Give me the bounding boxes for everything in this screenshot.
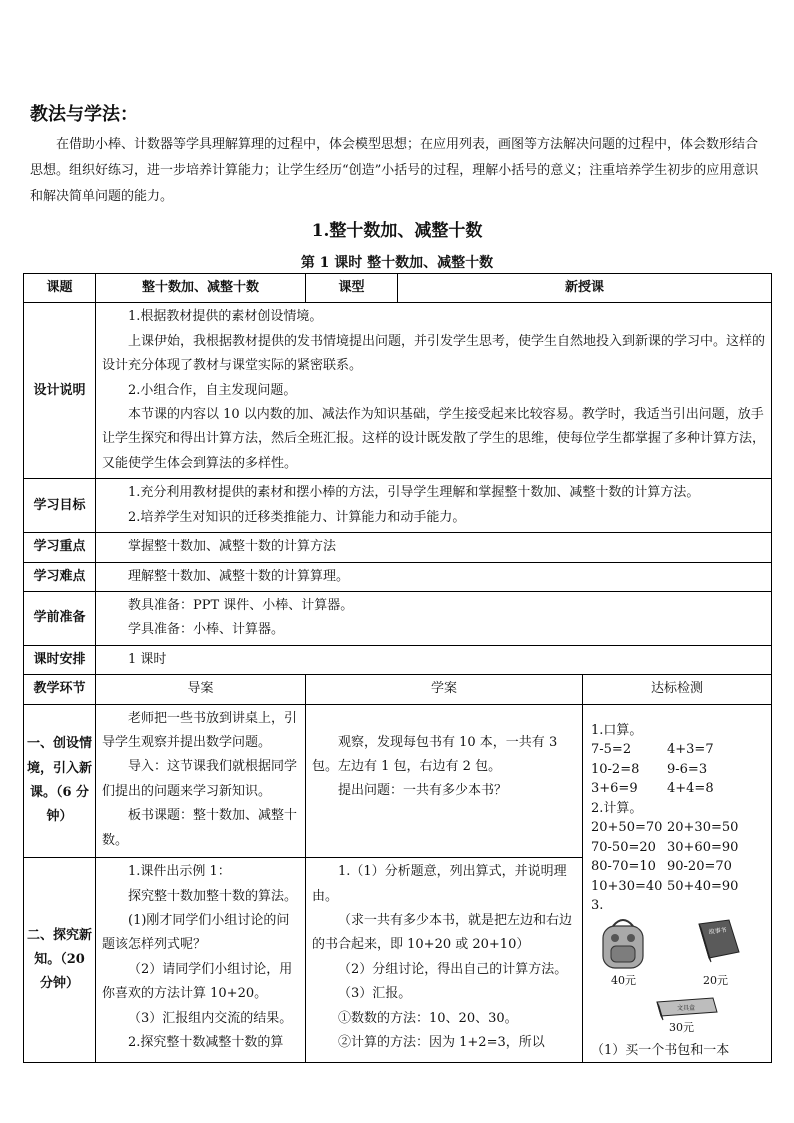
stage2-guide [96, 858, 306, 1063]
stage1-guide-p2: 导入：这节课我们就根据同学们提出的问题来学习新知识。 [102, 759, 298, 799]
storybook-icon [699, 920, 739, 962]
goal-p2: 2.培养学生对知识的迁移类推能力、计算能力和动手能力。 [128, 509, 466, 525]
stage2-guide-p6: 2.探究整十数减整十数的算 [128, 1035, 284, 1051]
stage2-guide-p3: (1)刚才同学们小组讨论的问题该怎样列式呢？ [102, 913, 290, 953]
calc-item: 70-50=20 [591, 839, 656, 855]
calc-item: 4+3=7 [667, 742, 714, 758]
prep-label: 学前准备 [24, 592, 96, 646]
stage2-study-p6: ②计算的方法：因为 1+2=3，所以 [338, 1035, 545, 1051]
calc-item: 4+4=8 [667, 781, 714, 797]
head-guide: 导案 [96, 675, 306, 704]
calc-item: 90-20=70 [667, 859, 732, 875]
calc-item: 9-6=3 [667, 761, 708, 777]
prep-p1: 教具准备：PPT 课件、小棒、计算器。 [128, 598, 354, 614]
calc-item: 80-70=10 [591, 859, 656, 875]
cell-type-label: 课型 [306, 274, 398, 303]
stage2-label: 二、探究新知。（20 分钟） [24, 858, 96, 1063]
goal-p1: 1.充分利用教材提供的素材和摆小棒的方法，引导学生理解和掌握整十数加、减整十数的计算方法。 [128, 485, 700, 501]
key-content [96, 533, 772, 562]
calc-item: 50+40=90 [667, 878, 739, 894]
head-check: 达标检测 [583, 675, 772, 704]
difficulty-text: 理解整十数加、减整十数的计算算理。 [128, 568, 350, 584]
goal-label: 学习目标 [24, 479, 96, 533]
section-heading: 教法与学法： [30, 104, 138, 125]
check-cell [583, 704, 772, 1063]
design-label: 设计说明 [24, 303, 96, 479]
prep-content [96, 592, 772, 646]
stage1-study-p2: 提出问题：一共有多少本书？ [338, 783, 508, 799]
schedule-content [96, 645, 772, 674]
stage1-guide-p1: 老师把一些书放到讲桌上，引导学生观察并提出数学问题。 [102, 710, 298, 751]
calc-item: 10-2=8 [591, 761, 640, 777]
calc-item: 20+50=70 [591, 820, 663, 836]
key-text: 掌握整十数加、减整十数的计算方法 [128, 539, 337, 555]
calc-item: 20+30=50 [667, 820, 739, 836]
calc-item: 10+30=40 [591, 878, 663, 894]
design-p3: 2.小组合作，自主发现问题。 [128, 382, 297, 398]
design-content [96, 303, 772, 479]
cell-topic-value: 整十数加、减整十数 [96, 274, 306, 303]
check-title-3: 3. [591, 898, 604, 914]
stage2-study [306, 858, 583, 1063]
backpack-icon [603, 920, 643, 968]
cell-type-value: 新授课 [398, 274, 772, 303]
lesson-subtitle: 第 1 课时 整十数加、减整十数 [300, 255, 494, 271]
check-title-1: 1.口算。 [591, 722, 643, 738]
stage1-guide-p3: 板书课题：整十数加、减整十数。 [102, 808, 298, 848]
bag-price: 40元 [611, 973, 636, 987]
stage1-study [306, 704, 583, 858]
calc-item: 3+6=9 [591, 781, 638, 797]
design-p2: 上课伊始，我根据教材提供的发书情境提出问题，并引发学生思考，使学生自然地投入到新课的学习中。这样的设计充分体现了教材与课堂实际的紧密联系。 [102, 333, 766, 374]
head-stage: 教学环节 [24, 675, 96, 704]
cell-topic-label: 课题 [24, 274, 96, 303]
prep-p2: 学具准备：小棒、计算器。 [128, 622, 285, 638]
stage2-study-p1: 1.（1）分析题意，列出算式，并说明理由。 [312, 864, 567, 904]
stage2-study-p2: （求一共有多少本书，就是把左边和右边的书合起来，即 10+20 或 20+10） [312, 913, 573, 953]
difficulty-label: 学习难点 [24, 562, 96, 591]
stage2-guide-p1: 1.课件出示例 1： [128, 864, 231, 880]
pencil-case-icon [657, 998, 717, 1020]
stage2-study-p3: （2）分组讨论，得出自己的计算方法。 [338, 961, 568, 977]
difficulty-content [96, 562, 772, 591]
goal-content [96, 479, 772, 533]
stage2-study-p5: ①数数的方法：10、20、30。 [338, 1010, 518, 1026]
schedule-text: 1 课时 [128, 651, 167, 667]
book-price: 20元 [703, 973, 728, 987]
box-price: 30元 [669, 1020, 694, 1034]
check-title-2: 2.计算。 [591, 800, 643, 816]
stage1-label: 一、创设情境，引入新课。（6 分钟） [24, 704, 96, 858]
design-p4: 本节课的内容以 10 以内数的加、减法作为知识基础，学生接受起来比较容易。教学时，我适当引出问题，放手让学生探究和得出计算方法，然后全班汇报。这样的设计既发散了学生的思维，使每位学生都掌握了多种计算方法，又能使学生体会到算法的多样性。 [102, 407, 766, 471]
stage1-guide [96, 704, 306, 858]
book-label: 故事书 [708, 926, 728, 936]
stage2-study-p4: （3）汇报。 [338, 986, 412, 1002]
calc-item: 7-5=2 [591, 742, 632, 758]
price-pictures [591, 916, 765, 1041]
stage2-guide-p2: 探究整十数加整十数的算法。 [128, 888, 298, 904]
lesson-table [23, 273, 772, 1063]
design-p1: 1.根据教材提供的素材创设情境。 [128, 309, 323, 325]
stage2-guide-p4: （2）请同学们小组讨论，用你喜欢的方法计算 10+20。 [102, 961, 293, 1002]
key-label: 学习重点 [24, 533, 96, 562]
stage2-guide-p5: （3）汇报组内交流的结果。 [128, 1010, 293, 1026]
check-question-1: （1）买一个书包和一本 [591, 1042, 730, 1058]
intro-paragraph: 在借助小棒、计数器等学具理解算理的过程中，体会模型思想；在应用列表，画图等方法解决问题的过程中，体会数形结合思想。组织好练习，进一步培养计算能力；让学生经历“创造”小括号的过程，理解小括号的意义；注重培养学生初步的应用意识和解决简单问题的能力。 [30, 137, 759, 204]
head-study: 学案 [306, 675, 583, 704]
lesson-title: 1.整十数加、减整十数 [311, 221, 483, 241]
schedule-label: 课时安排 [24, 645, 96, 674]
box-label: 文具盒 [677, 1004, 696, 1012]
stage1-study-p1: 观察，发现每包书有 10 本，一共有 3 包。左边有 1 包，右边有 2 包。 [312, 734, 558, 775]
calc-item: 30+60=90 [667, 839, 739, 855]
